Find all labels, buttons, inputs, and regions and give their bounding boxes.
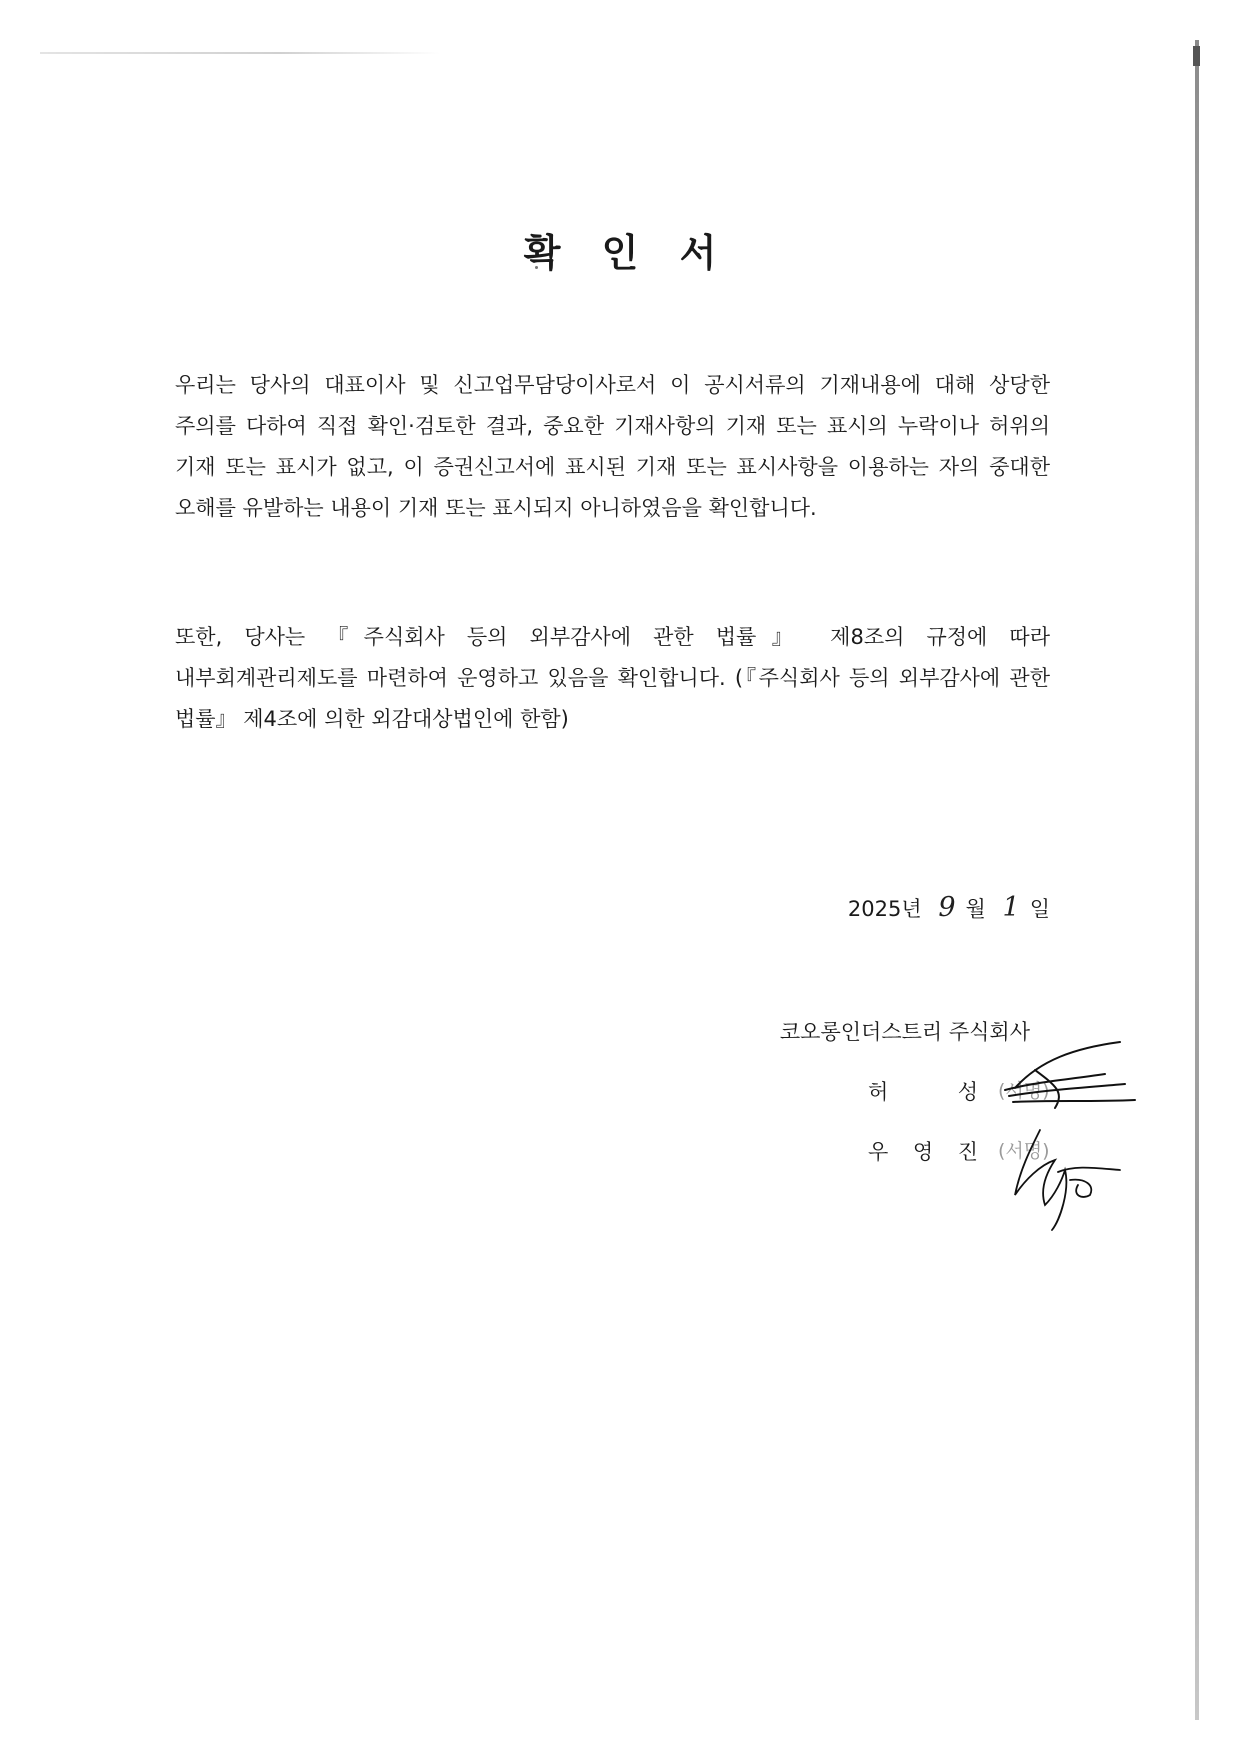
- date-month-unit: 월: [965, 897, 986, 921]
- name-char: 우: [868, 1140, 889, 1164]
- internal-control-paragraph: 또한, 당사는 『주식회사 등의 외부감사에 관한 법률』 제8조의 규정에 따라 내부회계관리제도를 마련하여 운영하고 있음을 확인합니다. (『주식회사 등의 외부감사에 관한 법률』 제4조에 의한 외감대상법인에 한함): [175, 625, 1050, 731]
- date-day-unit: 일: [1029, 897, 1050, 921]
- ceo-handwritten-signature: [995, 1030, 1145, 1120]
- name-char: 영: [912, 1140, 934, 1164]
- signatory-name: [868, 1136, 978, 1166]
- signature-placeholder: (서명): [998, 1080, 1050, 1102]
- signature-placeholder: (서명): [998, 1140, 1050, 1162]
- scan-artifact-top-line: [40, 52, 440, 54]
- date-day-handwritten: 1: [1002, 892, 1020, 923]
- name-char: 성: [957, 1080, 978, 1104]
- document-date: [848, 892, 1050, 923]
- date-month-handwritten: 9: [938, 892, 956, 923]
- document-title: 확 인 서: [523, 231, 731, 275]
- signatory-name: [868, 1076, 978, 1106]
- company-name: 코오롱인더스트리 주식회사: [779, 1020, 1030, 1044]
- date-year: 2025: [847, 897, 902, 921]
- name-char: 진: [957, 1140, 978, 1164]
- name-char: 허: [868, 1080, 889, 1104]
- scan-artifact-right-edge: [1195, 40, 1199, 1720]
- disclosure-officer-handwritten-signature: [1000, 1110, 1130, 1240]
- date-year-unit: 년: [901, 897, 922, 921]
- confirmation-paragraph: 우리는 당사의 대표이사 및 신고업무담당이사로서 이 공시서류의 기재내용에 대해 상당한 주의를 다하여 직접 확인·검토한 결과, 중요한 기재사항의 기재 또는 표시의 누락이나 허위의 기재 또는 표시가 없고, 이 증권신고서에 표시된 기재 또는 표시사항을 이용하는 자의 중대한 오해를 유발하는 내용이 기재 또는 표시되지 아니하였음을 확인합니다.: [175, 373, 1050, 520]
